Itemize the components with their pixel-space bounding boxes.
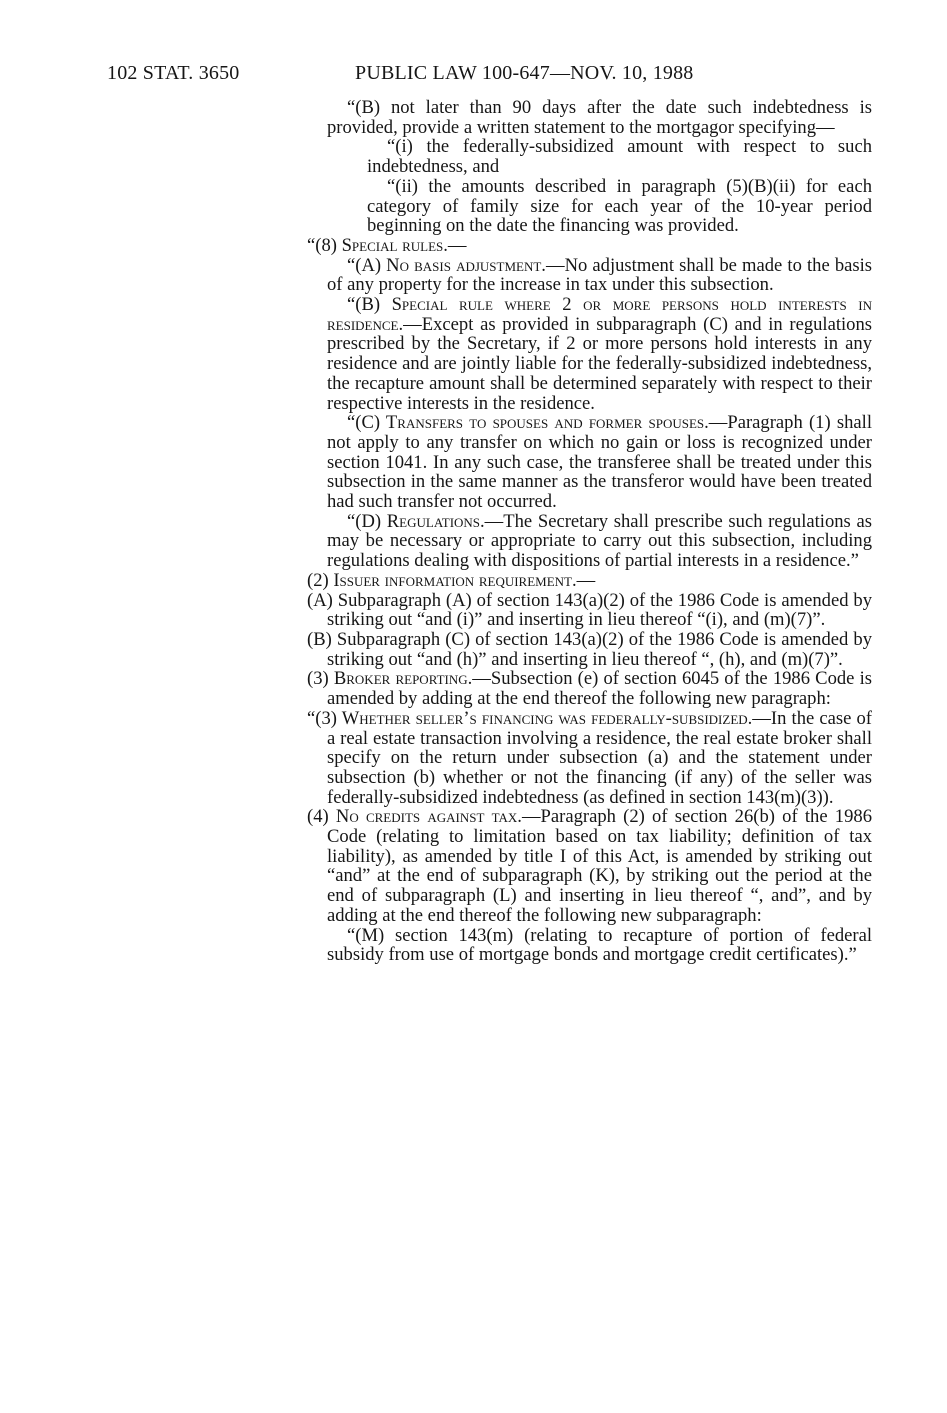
subparagraph-b-special-rule: “(B) Special rule where 2 or more persons hold interests in residence.—Except as provided in subparagraph (C) and in regulations prescribed by the Secretary, if 2 or more persons hold interests in any residence and are jointly liable for the federally-subsidized indebtedness, the recapture amount shall be determined separately with respect to their respective interests in the residence. <box>327 294 872 414</box>
document-body <box>287 98 872 965</box>
heading-2-issuer-information: (2) Issuer information requirement.— <box>307 569 596 591</box>
clause-i: “(i) the federally-subsidized amount with respect to such indebtedness, and <box>367 136 872 178</box>
amendment-a: (A) Subparagraph (A) of section 143(a)(2) of the 1986 Code is amended by striking out “and (i)” and inserting in lieu thereof “(i), and (m)(7)”. <box>307 589 872 631</box>
clause-ii: “(ii) the amounts described in paragraph (5)(B)(ii) for each category of family size for each year of the 10-year period beginning on the date the financing was provided. <box>367 175 872 237</box>
paragraph-b-statement: “(B) not later than 90 days after the date such indebtedness is provided, provide a written statement to the mortgagor specifying— <box>327 97 872 138</box>
subparagraph-d-regulations: “(D) Regulations.—The Secretary shall prescribe such regulations as may be necessary or appropriate to carry out this subsection, including regulations dealing with dispositions of partial interests in a residence.” <box>327 510 872 572</box>
paragraph-3-broker-reporting: (3) Broker reporting.—Subsection (e) of section 6045 of the 1986 Code is amended by adding at the end thereof the following new paragraph: <box>307 668 872 710</box>
new-paragraph-3-seller-financing: “(3) Whether seller’s financing was federally-subsidized.—In the case of a real estate transaction involving a residence, the real estate broker shall specify on the return under subsection (a) and the statement under subsection (b) whether or not the financing (if any) of the seller was federally-subsidized indebtedness (as defined in section 143(m)(3)). <box>307 707 872 808</box>
subparagraph-c-transfers: “(C) Transfers to spouses and former spouses.—Paragraph (1) shall not apply to any transfer on which no gain or loss is recognized under section 1041. In any such case, the transferee shall be treated under this subsection in the same manner as the transferor would have been treated had such transfer not occurred. <box>327 412 873 513</box>
amendment-b: (B) Subparagraph (C) of section 143(a)(2) of the 1986 Code is amended by striking out “and (h)” and inserting in lieu thereof “, (h), and (m)(7)”. <box>307 628 872 670</box>
page-running-title: PUBLIC LAW 100-647—NOV. 10, 1988 <box>355 62 694 84</box>
page-stat-number: 102 STAT. 3650 <box>107 62 240 84</box>
subparagraph-a-basis: “(A) No basis adjustment.—No adjustment shall be made to the basis of any property for the increase in tax under this subsection. <box>327 254 873 296</box>
paragraph-4-no-credits: (4) No credits against tax.—Paragraph (2) of section 26(b) of the 1986 Code (relating to limitation based on tax liability; definition of tax liability), as amended by title I of this Act, is amended by striking out “and” at the end of subparagraph (K), by striking out the period at the end of subparagraph (L) and inserting in lieu thereof “, and”, and by adding at the end thereof the following new subparagraph: <box>307 806 872 926</box>
heading-8-special-rules: “(8) Special rules.— <box>307 234 467 256</box>
new-subparagraph-m: “(M) section 143(m) (relating to recapture of portion of federal subsidy from use of mortgage bonds and mortgage credit certificates).” <box>327 924 872 966</box>
